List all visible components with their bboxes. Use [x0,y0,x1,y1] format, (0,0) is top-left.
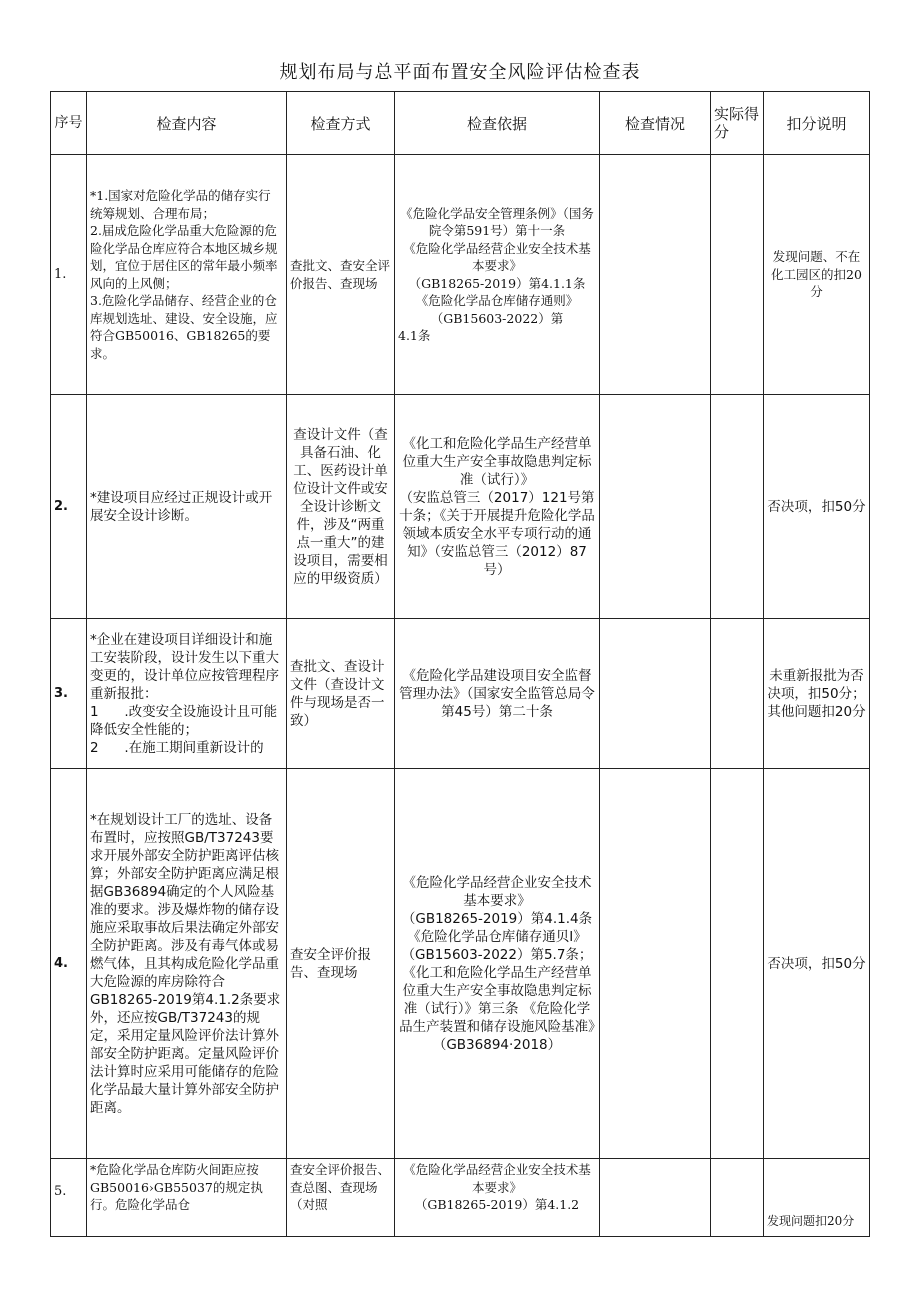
row-content [87,155,287,395]
content-line: 2.届成危险化学品重大危险源的危险化学品仓库应符合本地区城乡规划，宜位于居住区的常年最小频率风向的上风侧； [90,223,278,291]
basis-line: （GB18265-2019）第4.1.4条 [401,910,593,927]
content-line: *企业在建设项目详细设计和施工安装阶段，设计发生以下重大变更的，设计单位应按管理程序重新报批： [90,631,279,702]
row-seq: 2. [51,395,87,619]
row-situation[interactable] [600,769,711,1159]
row-seq: 4. [51,769,87,1159]
row-method: 查设计文件（查具备石油、化工、医药设计单位设计文件或安全设计诊断文件，涉及“两重点一重大”的建设项目，需要相应的甲级资质） [287,395,395,619]
header-seq: 序号 [51,92,87,155]
table-row [51,769,870,1159]
basis-line: 《危险化学品仓库储存通则》（GB15603-2022）第 [415,293,579,326]
row-basis [395,395,600,619]
row-score[interactable] [711,619,764,769]
header-basis: 检查依据 [395,92,600,155]
row-deduction: 否决项，扣50分 [764,769,870,1159]
row-situation[interactable] [600,395,711,619]
row-score[interactable] [711,1159,764,1237]
row-situation[interactable] [600,619,711,769]
basis-line: （GB18265-2019）第4.1.1条 [408,275,586,291]
content-line: *1.国家对危险化学品的储存实行统筹规划、合理布局； [90,188,271,221]
content-line: 2 .在施工期间重新设计的 [90,739,264,756]
row-score[interactable] [711,155,764,395]
row-score[interactable] [711,395,764,619]
row-seq: 1. [51,155,87,395]
row-deduction: 否决项，扣50分 [764,395,870,619]
header-situation: 检查情况 [600,92,711,155]
header-row [51,92,870,155]
row-content [87,1159,287,1237]
table-row [51,155,870,395]
basis-line: 《危险化学品安全管理条例》（国务院令第591号）第十一条 [400,205,594,238]
row-deduction: 发现问题、不在化工园区的扣20分 [764,155,870,395]
row-score[interactable] [711,769,764,1159]
risk-assessment-table [50,91,870,1237]
basis-line: 《危险化学品经营企业安全技术基本要求》 [403,240,591,273]
basis-line: 4.1条 [398,328,431,343]
row-method: 查安全评价报告、查现场 [287,769,395,1159]
content-line: *建设项目应经过正规设计或开展安全设计诊断。 [90,489,273,524]
header-deduction: 扣分说明 [764,92,870,155]
row-deduction: 未重新报批为否决项，扣50分；其他问题扣20分 [764,619,870,769]
row-deduction: 发现问题扣20分 [764,1159,870,1237]
basis-line: 《化工和危险化学品生产经营单位重大生产安全事故隐患判定标准（试行）》 [402,435,592,488]
header-content: 检查内容 [87,92,287,155]
content-line: 3.危险化学品储存、经营企业的仓库规划选址、建设、安全设施，应符合GB50016、GB18265的要求。 [90,293,278,361]
row-seq: 3. [51,619,87,769]
header-score: 实际得分 [711,92,764,155]
row-basis [395,619,600,769]
row-method: 查批文、查设计文件（查设计文件与现场是否一致） [287,619,395,769]
content-line: 1 .改变安全设施设计且可能降低安全性能的； [90,703,278,738]
row-content [87,395,287,619]
row-content [87,769,287,1159]
basis-line: 《危险化学品经营企业安全技术基本要求》 [402,874,592,909]
table-row [51,1159,870,1237]
header-method: 检查方式 [287,92,395,155]
content-line: *危险化学品仓库防火间距应按GB50016›GB55037的规定执行。危险化学品仓 [90,1162,263,1212]
row-basis [395,769,600,1159]
row-situation[interactable] [600,1159,711,1237]
row-content [87,619,287,769]
basis-line: （GB18265-2019）第4.1.2 [414,1197,580,1212]
basis-line: 《化工和危险化学品生产经营单位重大生产安全事故隐患判定标准（试行）》第三条 《危险化学品生产装置和储存设施风险基准》（GB36894·2018） [399,964,595,1053]
row-method: 查安全评价报告、查总图、查现场（对照 [287,1159,395,1237]
basis-line: 《危险化学品经营企业安全技术基本要求》 [403,1162,591,1195]
row-seq: 5. [51,1159,87,1237]
basis-line: 《危险化学品建设项目安全监督管理办法》（国家安全监管总局令第45号）第二十条 [399,667,595,720]
row-method: 查批文、查安全评价报告、查现场 [287,155,395,395]
basis-line: 《危险化学品仓库储存通贝I》 [407,928,587,945]
table-row [51,619,870,769]
basis-line: （GB15603-2022）第5.7条； [401,946,593,963]
row-basis [395,155,600,395]
table-row [51,395,870,619]
document-title: 规划布局与总平面布置安全风险评估检查表 [279,62,641,83]
row-situation[interactable] [600,155,711,395]
content-line: *在规划设计工厂的选址、设备布置时，应按照GB/T37243要求开展外部安全防护距离评估核算；外部安全防护距离应满足根据GB36894确定的个人风险基准的要求。涉及爆炸物的储存设施应采取事故后果法确定外部安全防护距离。涉及有毒气体或易燃气体，且其构成危险化学品重大危险源的库房除符合GB18265-2019第4.1.2条要求外，还应按GB/T37243的规定，采用定量风险评价法计算外部安全防护距离。定量风险评价法计算时应采用可能储存的危险化学品最大量计算外部安全防护距离。 [90,811,281,1116]
basis-line: （安监总管三（2017）121号第十条；《关于开展提升危险化学品领域本质安全水平专项行动的通知》（安监总管三（2012）87号） [399,489,595,578]
row-basis [395,1159,600,1237]
